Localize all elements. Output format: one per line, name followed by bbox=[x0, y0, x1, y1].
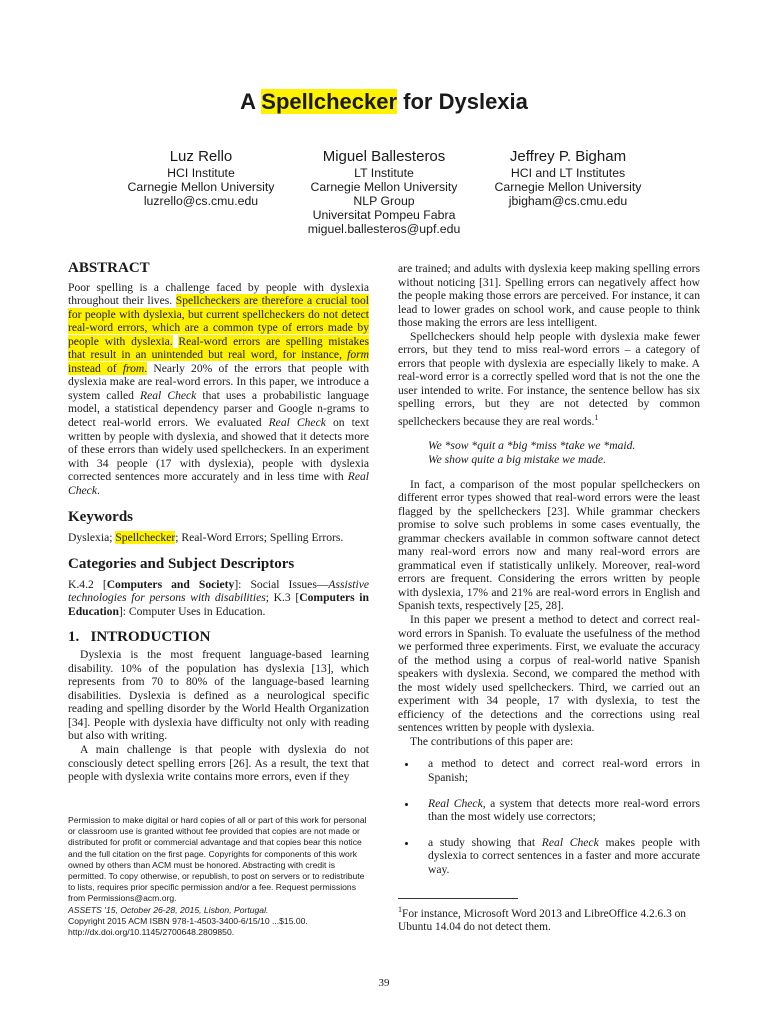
author-1: Luz Rello HCI Institute Carnegie Mellon University luzrello@cs.cmu.edu bbox=[118, 148, 284, 208]
footnote: $^1$For instance, Microsoft Word 2013 and LibreOffice 4.2.6.3 on Ubuntu 14.04 do not detect them. bbox=[398, 905, 687, 933]
footnote-mark: 1 bbox=[594, 413, 599, 423]
doi: http://dx.doi.org/10.1145/2700648.2809850. bbox=[68, 927, 235, 938]
body-paragraph: The contributions of this paper are: bbox=[410, 734, 574, 748]
abstract-heading: ABSTRACT bbox=[68, 260, 150, 276]
permission-text: Permission to make digital or hard copies of all or part of this work for personal or classroom use is granted without fee provided that copies are not made or distributed for profit or commercial advantage and that copies bear this notice and the full citation on the first page. Copyrights for components of this work owned by others than ACM must be honored. Abstracting with credit is permitted. To copy otherwise, or republish, to post on servers or to redistribute to lists, requires prior specific permission and/or a fee. Request permissions from Permissions@acm.org. bbox=[68, 815, 367, 904]
permission-block bbox=[68, 815, 369, 938]
categories-heading: Categories and Subject Descriptors bbox=[68, 556, 295, 573]
venue: ASSETS '15, October 26-28, 2015, Lisbon, Portugal. bbox=[68, 904, 269, 915]
intro-paragraph: Dyslexia is the most frequent language-based learning disability. 10% of the population has dyslexia [13], which represents from 70 to 80% of the language-based learning disabilities. Dyslexia is defined as a neurological specific reading and spelling disorder by the World Health Organization [34]. People with dyslexia have difficulty not only with reading but also with writing. bbox=[68, 648, 369, 743]
example-line: We *sow *quit a *big *miss *take we *maid. bbox=[428, 439, 636, 453]
categories-text: K.4.2 [Computers and Society]: Social Issues—Assistive technologies for persons with disabilities; K.3 [Computers in Education]: Computer Uses in Education. bbox=[68, 577, 369, 619]
intro-paragraph: A main challenge is that people with dyslexia do not consciously detect spelling errors [26]. As a result, the text that people with dyslexia write contains more errors, even if they bbox=[68, 742, 369, 784]
footnote-divider bbox=[398, 898, 518, 899]
title-highlight: Spellchecker bbox=[261, 89, 398, 114]
author-name: Jeffrey P. Bigham bbox=[509, 148, 627, 165]
author-name: Luz Rello bbox=[169, 148, 233, 165]
page-number: 39 bbox=[378, 977, 390, 989]
abstract-text: Poor spelling is a challenge faced by people with dyslexia throughout their lives. Spellcheckers are therefore a crucial tool for people with dyslexia, but current spellcheckers do not detect real-word errors, which are a common type of errors made by people with dyslexia. Real-word errors are spelling mistakes that result in an unintended but real word, for instance, form instead of from. Nearly 20% of the errors that people with dyslexia make are real-word errors. In this paper, we introduce a system called Real Check that uses a probabilistic language model, a statistical dependency parser and Google n-grams to detect real-world errors. We evaluated Real Check on text written by people with dyslexia, and showed that it detects more of these errors than widely used spellcheckers. In an experiment with 34 people (17 with dyslexia), people with dyslexia corrected sentences more accurately and in less time with Real Check. bbox=[68, 280, 369, 497]
list-item: • a method to detect and correct real-word errors in Spanish; bbox=[418, 757, 700, 784]
paper-title: A Spellchecker for Dyslexia bbox=[240, 89, 528, 114]
body-paragraph: Spellcheckers should help people with dyslexia make fewer errors, but they tend to miss real-word errors – a category of errors that people with dyslexia are especially likely to make. A real-word error is a correctly spelled word that is not the one the user intended to write. For instance, the sentence bellow has six spelling errors, but they are not detected by common spellcheckers because they are real words.$^1$ bbox=[398, 329, 700, 428]
body-paragraph: In fact, a comparison of the most popular spellcheckers on different error types showed that real-word errors were the least flagged by the spellcheckers [23]. While grammar checkers promise to solve such problems in some cases eventually, the grammar checkers available in common software cannot detect many real-word errors now and many real-word errors are grammatical even if statistically unlikely. Moreover, real-word errors are frequent. Considering the errors written by people with dyslexia, 17% and 21% are real-word errors in English and Spanish texts, respectively [25, 28]. bbox=[398, 477, 700, 613]
left-column bbox=[68, 262, 369, 784]
keywords-heading: Keywords bbox=[68, 509, 133, 526]
list-item: • Real Check, a system that detects more real-word errors than the most widely use correctors; bbox=[418, 797, 700, 824]
author-email: luzrello@cs.cmu.edu bbox=[143, 194, 259, 208]
keywords-text: Dyslexia; Spellchecker; Real-Word Errors; Spelling Errors. bbox=[68, 530, 344, 544]
example-block bbox=[428, 439, 700, 466]
body-paragraph: In this paper we present a method to detect and correct real-word errors in Spanish. To evaluate the usefulness of the method we performed three experiments. First, we evaluate the accuracy of the method using a corpus of real-world native Spanish speakers with dyslexia. Second, we compared the method with the most widely used spellcheckers. Third, we carried out an experiment with 34 people, 17 with dyslexia, to test the efficiency of the detections and the corrections using real sentences written by people with dyslexia. bbox=[398, 612, 700, 735]
list-item: • a study showing that Real Check makes people with dyslexia to correct sentences in a faster and more accurate way. bbox=[418, 836, 700, 877]
author-email: miguel.ballesteros@upf.edu bbox=[307, 222, 461, 236]
author-3: Jeffrey P. Bigham HCI and LT Institutes Carnegie Mellon University jbigham@cs.cmu.edu bbox=[485, 148, 651, 208]
body-paragraph: are trained; and adults with dyslexia keep making spelling errors without noticing [31]. Spelling errors can negatively affect how the people making those errors are perceived. For instance, it can lead to lower grades on school work, and cause people to think those making the errors are less intelligent. bbox=[398, 262, 700, 330]
author-2: Miguel Ballesteros LT Institute Carnegie Mellon University NLP Group Universitat Pompeu Fabra miguel.ballesteros@upf.edu bbox=[298, 148, 470, 236]
contributions-list bbox=[398, 757, 700, 876]
author-email: jbigham@cs.cmu.edu bbox=[508, 194, 628, 208]
example-line: We show quite a big mistake we made. bbox=[428, 452, 606, 466]
copyright: Copyright 2015 ACM ISBN 978-1-4503-3400-6/15/10 ...$15.00. bbox=[68, 915, 308, 926]
author-name: Miguel Ballesteros bbox=[322, 148, 446, 165]
introduction-heading: 1. INTRODUCTION bbox=[68, 628, 211, 645]
right-column bbox=[398, 262, 700, 888]
